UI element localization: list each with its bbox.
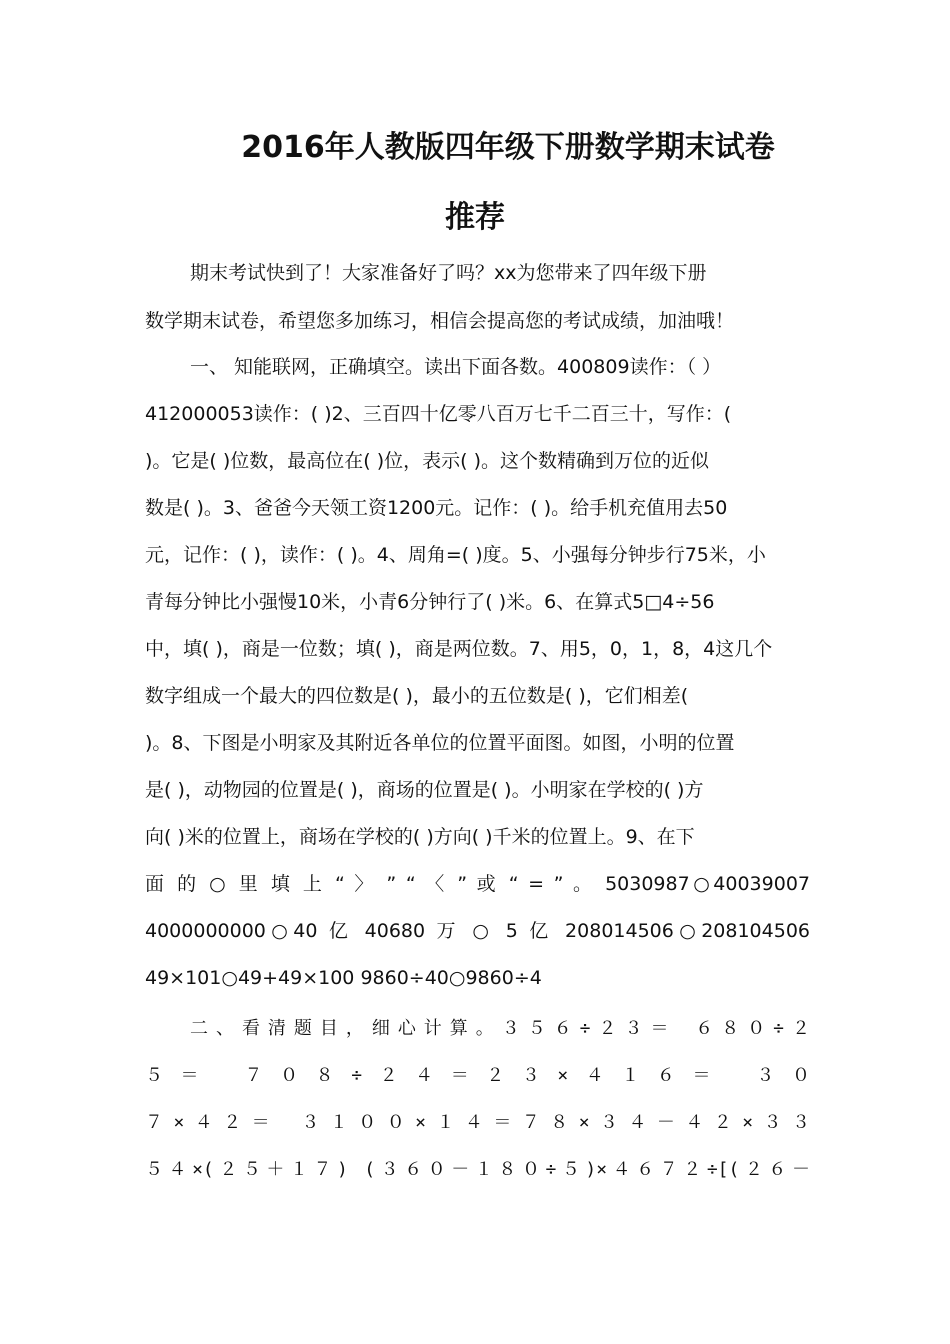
- section-2-line: ７×４２＝ ３１００×１４＝７８×３４－４２×３３: [145, 1112, 810, 1133]
- section-1-line: 中，填( )，商是一位数；填( )，商是两位数。7、用5，0，1，8，4这几个: [145, 638, 773, 660]
- document-title-line2: 推荐: [445, 200, 505, 235]
- section-1-line: 数是( )。3、爸爸今天领工资1200元。记作：( )。给手机充值用去50: [145, 497, 728, 519]
- section-1-line: 向( )米的位置上，商场在学校的( )方向( )千米的位置上。9、在下: [145, 826, 695, 848]
- paragraph-intro-line2: 数学期末试卷，希望您多加练习，相信会提高您的考试成绩，加油哦！: [145, 310, 735, 332]
- document-title-line1: 2016年人教版四年级下册数学期末试卷: [241, 130, 775, 165]
- section-1-line: 是( )，动物园的位置是( )，商场的位置是( )。小明家在学校的( )方: [145, 779, 704, 801]
- section-1-line: 4000000000○40 亿 40680 万 ○ 5 亿 208014506○208104506: [145, 920, 810, 942]
- section-1-line: )。8、下图是小明家及其附近各单位的位置平面图。如图，小明的位置: [145, 732, 735, 754]
- section-1-line: 面 的 ○ 里 填 上 “ 〉 ” “ 〈 ” 或 “ = ” 。 5030987○40039007: [145, 873, 810, 895]
- section-1-line: 412000053读作：( )2、三百四十亿零八百万七千二百三十，写作：(: [145, 403, 732, 425]
- section-1-line: 数字组成一个最大的四位数是( )，最小的五位数是( )，它们相差(: [145, 685, 689, 707]
- section-1-line: 一、 知能联网，正确填空。读出下面各数。400809读作：（ ）: [190, 356, 722, 378]
- section-2-line: ５＝ ７０８÷２４＝２３×４１６＝ ３０: [145, 1065, 810, 1086]
- section-1-line: 49×101○49+49×100 9860÷40○9860÷4: [145, 967, 542, 989]
- section-1-line: )。它是( )位数，最高位在( )位，表示( )。这个数精确到万位的近似: [145, 450, 710, 472]
- section-1-line: 元，记作：( )，读作：( )。4、周角=( )度。5、小强每分钟步行75米，小: [145, 544, 766, 566]
- section-1-line: 青每分钟比小强慢10米，小青6分钟行了( )米。6、在算式5□4÷56: [145, 591, 715, 613]
- paragraph-intro-line1: 期末考试快到了！大家准备好了吗？xx为您带来了四年级下册: [190, 262, 707, 284]
- section-2-line: 二、看清题目，细心计算。３５６÷２３＝ ６８０÷２: [190, 1018, 810, 1039]
- section-2-line: ５４×(２５＋１７) (３６０－１８０÷５)×４６７２÷[(２６－: [145, 1159, 810, 1180]
